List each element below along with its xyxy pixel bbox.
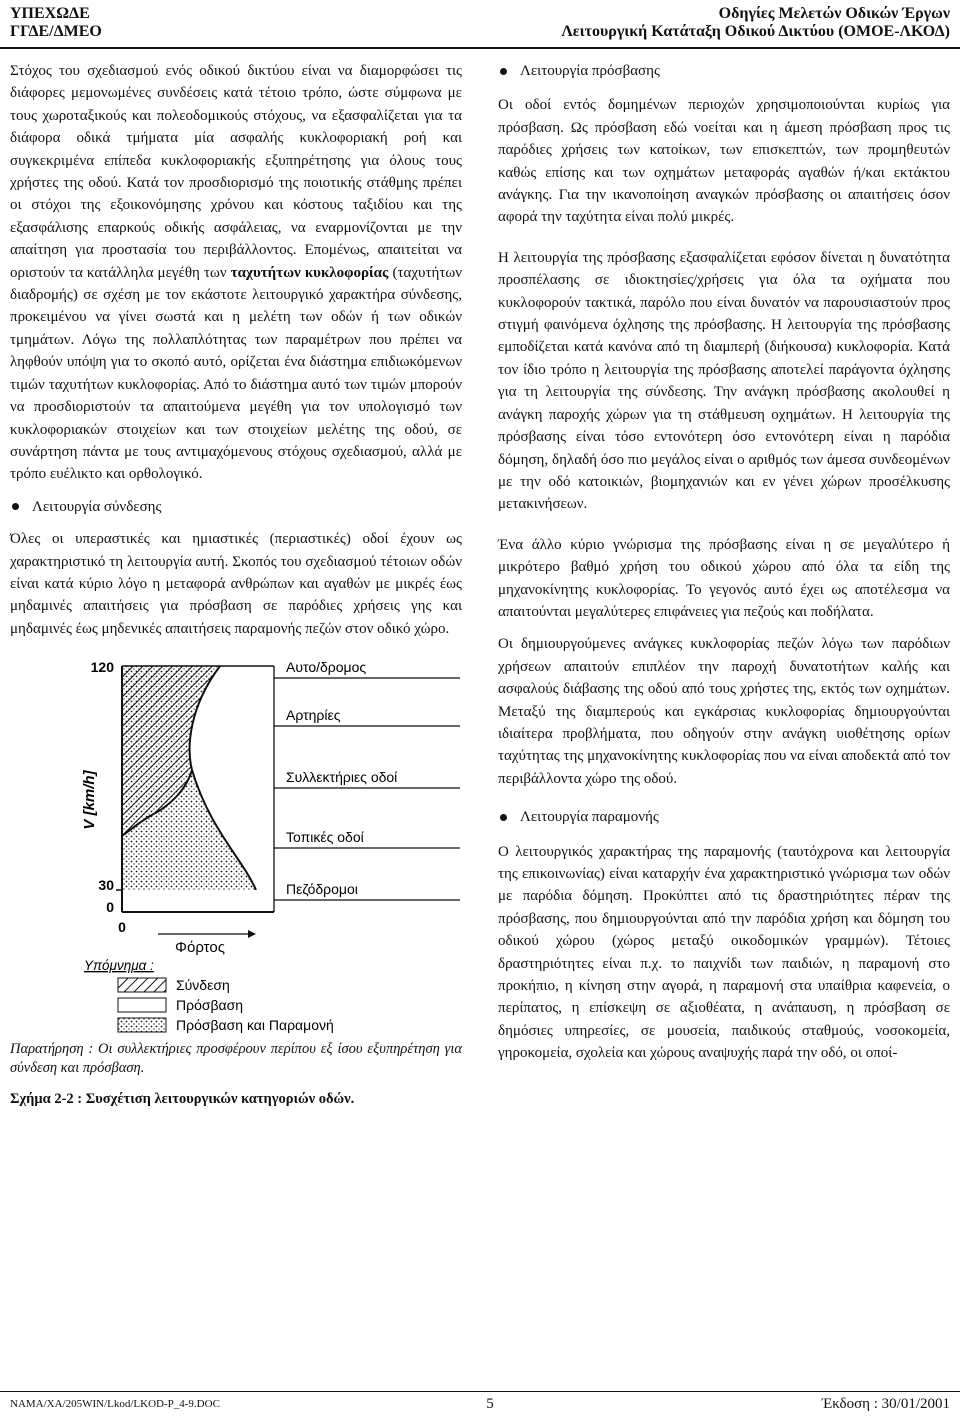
footer-filename: NAMA/XA/205WIN/Lkod/LKOD-P_4-9.DOC <box>10 1398 220 1410</box>
bullet-stay <box>498 806 950 828</box>
category-pedestrian-streets: Πεζόδρομοι <box>286 881 358 898</box>
y-tick-0: 0 <box>106 899 114 916</box>
right-paragraph-4: Οι δημιουργούμενες ανάγκες κυκλοφορίας πεζών λόγω των παρόδιων χρήσεων απαιτούν επιπλέον την παροχή δυνατοτήτων καλής και ασφαλούς διάβασης της οδού από τους χρήστες της, εκτός των οχημάτων. Μεταξύ της διαμπερούς και εγκάρσιας κυκλοφορίας δημιουργούνται ιδιαίτερα προβλήματα, που οδηγούν στην ανάγκη υιοθέτησης ορίων ταχύτητας της μηχανοκίνητης κυκλοφορίας που να είναι αποδεκτά από τον περιβάλλοντα χώρο της οδού. <box>498 636 950 787</box>
y-axis-label: V [km/h] <box>81 770 98 830</box>
category-local-roads: Τοπικές οδοί <box>286 829 364 846</box>
category-arterials: Αρτηρίες <box>286 707 341 724</box>
left-paragraph-1: Στόχος του σχεδιασμού ενός οδικού δικτύου είναι να διαμορφώσει τις διάφορες μεμονωμένες συνδέσεις κατά τέτοιο τρόπο, ώστε σύμφωνα με τους χωροταξικούς και πολεοδομικούς στόχους, να εξασφαλίζεται για τα διάφορα οδικά τμήματα μία ασφαλής κυκλοφοριακή ροή και συγκεκριμένα επίπεδα κυκλοφοριακής εξυπηρέτησης για όλους τους χρήστες της οδού. Κατά τον προσδιορισμό της ποιοτικής στάθμης πρέπει οι στόχοι της εξοικονόμησης χρόνου και κόστους ταξιδίου και της εξασφάλισης επαρκούς οδικής ασφάλειας, να εναρμονίζονται με την απαίτηση για προστασία του περιβάλλοντος. Επομένως, απαιτείται να οριστούν τα κατάλληλα μεγέθη των ταχυτήτων κυκλοφορίας (ταχυτήτων διαδρομής) σε σχέση με τον εκάστοτε λειτουργικό χαρακτήρα σύνδεσης, προκειμένου να γίνει σωστά και η μελέτη των οδών ή των οδικών τμημάτων. Λόγω της πολλαπλότητας των παραμέτρων που πρέπει να ληφθούν υπόψη για το σκοπό αυτό, ορίζεται ένα διάστημα επιδιωκόμενων τιμών ταχυτήτων κυκλοφορίας. Από το διάστημα αυτό των τιμών μπορούν να προσδιοριστούν τα απαιτούμενα μεγέθη για τον υπολογισμό των κυκλοφοριακών στοιχείων και των στοιχείων μελέτης της οδού, σε συνάρτηση πάντα με τους αντιμαχόμενους στόχους σχεδιασμού, αλλά με τρόπο ευέλικτο και ορθολογικό. <box>10 63 463 483</box>
legend-swatch-access-stay <box>118 1018 166 1032</box>
left-paragraph-2: Όλες οι υπεραστικές και ημιαστικές (περιαστικές) οδοί έχουν ως χαρακτηριστικό τη λειτουργία αυτή. Σκοπός του σχεδιασμού τέτοιων οδών είναι κατά κύριο λόγο η μεταφορά ανθρώπων και αγαθών με μικρές έως μηδαμινές απαιτήσεις για πρόσβαση σε παρόδιες χρήσεις γης και μηδαμινές έως μηδενικές απαιτήσεις παραμονής πεζών στον οδικό χώρο. <box>10 531 462 637</box>
right-paragraph-1: Οι οδοί εντός δομημένων περιοχών χρησιμοποιούνται κυρίως για πρόσβαση. Ως πρόσβαση εδώ νοείται και η άμεση πρόσβαση προς τις παρόδιες χρήσεις των κατοίκων, των επισκεπτών, των προμηθευτών καθώς επίσης και των οχημάτων μεταφοράς αγαθών ή/και εκτάκτου ανάγκης. Για την ικανοποίηση αναγκών πρόσβασης οι απαιτήσεις όσον αφορά την ταχύτητα είναι πολύ μικρές. <box>498 97 950 226</box>
right-paragraph-5: Ο λειτουργικός χαρακτήρας της παραμονής (ταυτόχρονα και λειτουργία της επικοινωνίας) είναι καταρχήν ένα χαρακτηριστικό γνώρισμα των οδών με παρόδια δόμηση. Προκύπτει από τις δραστηριότητες πέραν της πρόσβασης, που δημιουργούνται από την παρόδια χρήση και δόμηση του οδικού χώρου (χώρος μεταξύ οικοδομικών γραμμών). Τέτοιες δραστηριότητες είναι π.χ. το παιχνίδι των παιδιών, η παραμονή στο προκήπιο, η κίνηση στην αγορά, η παραμονή στα υπαίθρια καφενεία, ο περίπατος, η επίσκεψη σε αξιοθέατα, η ανάπαυση, η πρόσβαση σε δημόσιες υπηρεσίες, σε μουσεία, παιδικούς σταθμούς, νοσοκομεία, γηροκομεία, σχολεία και χώρους αναψυχής παρά την οδό, οι οποί- <box>498 843 950 1062</box>
header-divider <box>0 47 960 49</box>
bullet-dot-icon <box>500 814 507 821</box>
right-column <box>498 60 950 1075</box>
category-motorway: Αυτο/δρομος <box>286 659 367 676</box>
category-markers <box>274 666 460 912</box>
header-right <box>561 5 950 41</box>
header-doc-title: Οδηγίες Μελετών Οδικών Έργων <box>718 5 950 22</box>
category-collectors: Συλλεκτήριες οδοί <box>286 769 398 786</box>
bullet-stay-label: Λειτουργία παραμονής <box>520 809 659 826</box>
header-department: ΓΓΔΕ/ΔΜΕΟ <box>10 23 102 40</box>
bullet-dot-icon <box>500 68 507 75</box>
figure-caption: Σχήμα 2-2 : Συσχέτιση λειτουργικών κατηγοριών οδών. <box>10 1091 355 1108</box>
right-paragraph-2: Η λειτουργία της πρόσβασης εξασφαλίζεται εφόσον δίνεται η δυνατότητα προσπέλασης σε ιδιοκτησίες/χρήσεις για όλα τα οχήματα που κυκλοφορούν τακτικά, παρόλο που είναι δυνατόν να παρουσιαστούν προς στιγμή φαινόμενα όχλησης της πρόσβασης. Η λειτουργία της πρόσβασης εμποδίζεται κατά κανόνα από τη διαμπερή (διήκουσα) κυκλοφορία. Κατά τον ίδιο τρόπο η λειτουργία της πρόσβασης αποτελεί παράγοντα όχλησης για τη λειτουργία της σύνδεσης. Την ανάγκη πρόσβασης ακολουθεί η ανάγκη παροχής χώρων για τη στάθμευση οχημάτων. Η λειτουργία της πρόσβασης είναι τόσο εντονότερη όσο εντονότερη είναι η παρόδια δόμηση, δηλαδή όσο πιο μεγάλος είναι ο αριθμός των άμεσα συνδεομένων με την οδό κατοικιών, βιομηχανιών και εν γένει χώρων προσέλκυσης μετακινήσεων. <box>498 249 950 513</box>
bullet-connection <box>10 496 462 518</box>
right-paragraph-3: Ένα άλλο κύριο γνώρισμα της πρόσβασης είναι η σε μεγαλύτερο ή μικρότερο βαθμό χρήση του οδικού χώρου από όλα τα είδη της μηχανοκίνητης κυκλοφορίας. Το γεγονός αυτό έχει ως αποτέλεσμα να απαιτούνται μεγαλύτερες επιφάνειες για πεζούς και ποδήλατα. <box>498 536 950 620</box>
emphasis-traffic-speeds: ταχυτήτων κυκλοφορίας <box>230 264 389 281</box>
header-left <box>10 5 102 41</box>
legend-swatch-access <box>118 998 166 1012</box>
legend-title: Υπόμνημα : <box>84 958 154 974</box>
bullet-connection-label: Λειτουργία σύνδεσης <box>32 498 162 515</box>
plot-regions <box>122 666 274 890</box>
bullet-access-label: Λειτουργία πρόσβασης <box>520 63 660 79</box>
x-tick-0: 0 <box>118 919 126 936</box>
header-doc-subtitle: Λειτουργική Κατάταξη Οδικού Δικτύου (ΟΜΟΕ-ΛΚΟΔ) <box>561 23 950 40</box>
function-diagram <box>10 650 462 1040</box>
figure-note: Παρατήρηση : Οι συλλεκτήριες προσφέρουν περίπου εξ ίσου εξυπηρέτηση για σύνδεση και πρόσβαση. <box>10 1041 462 1077</box>
legend-swatch-connection <box>118 978 166 992</box>
bullet-access <box>498 60 950 82</box>
legend-access: Πρόσβαση <box>176 997 244 1014</box>
footer-edition: Έκδοση : 30/01/2001 <box>821 1396 950 1412</box>
page-number: 5 <box>486 1396 494 1412</box>
left-column <box>10 60 462 1121</box>
header-ministry: ΥΠΕΧΩΔΕ <box>10 5 90 22</box>
footer-divider <box>0 1391 960 1392</box>
y-tick-120: 120 <box>90 659 114 676</box>
legend-connection: Σύνδεση <box>176 977 230 994</box>
x-axis-label: Φόρτος <box>175 939 225 957</box>
bullet-dot-icon <box>12 503 19 510</box>
legend-access-stay: Πρόσβαση και Παραμονή <box>176 1017 334 1034</box>
y-tick-30: 30 <box>98 877 114 894</box>
figure-2-2 <box>10 650 462 1040</box>
